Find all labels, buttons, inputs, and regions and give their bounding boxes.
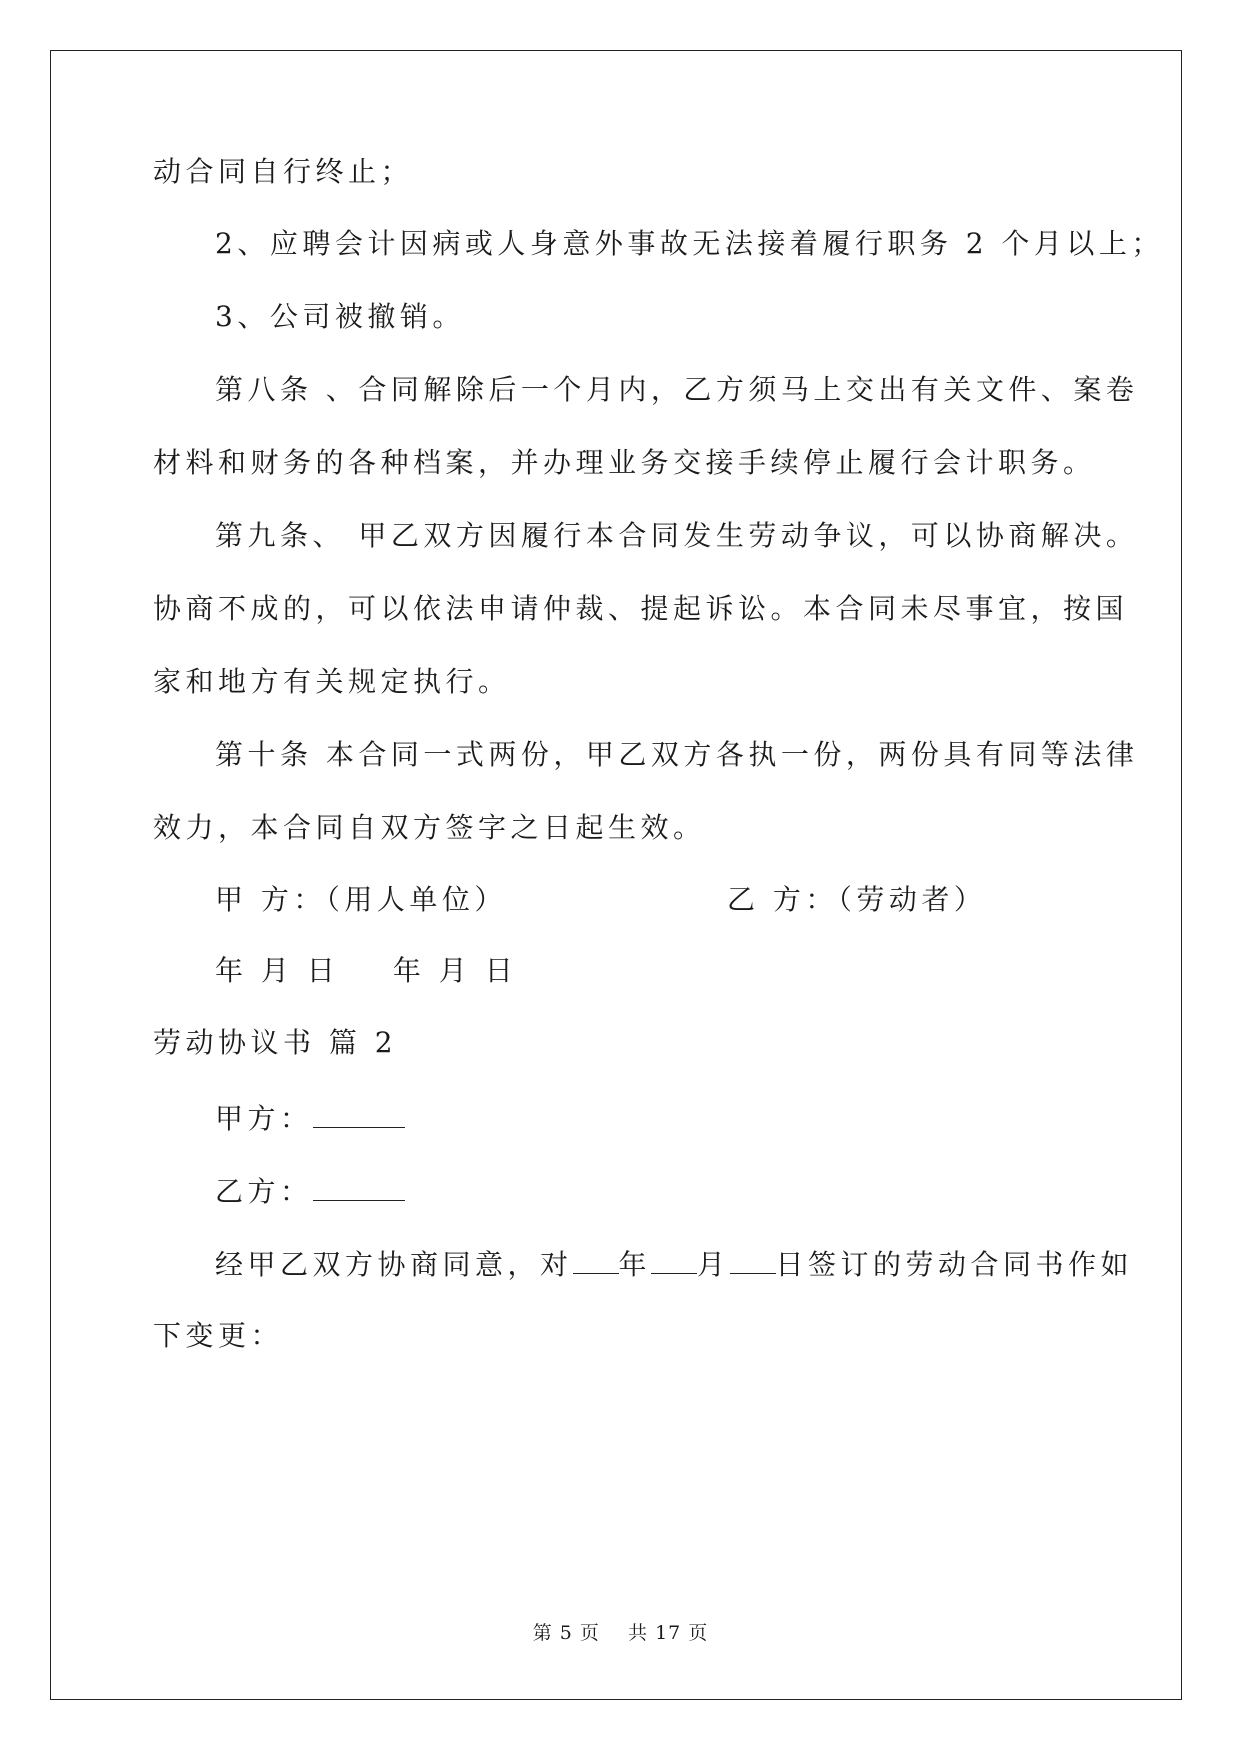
text-line: 家和地方有关规定执行。 <box>153 665 511 698</box>
day-blank <box>730 1249 776 1274</box>
agreement-line <box>215 1249 1133 1279</box>
year-label: 年 <box>618 1248 652 1281</box>
page-border <box>50 50 1182 1700</box>
page-total: 共 17 页 <box>628 1622 709 1644</box>
section-title: 劳动协议书 篇 2 <box>153 1026 398 1059</box>
party-b-blank <box>313 1176 405 1201</box>
text-line: 3、公司被撤销。 <box>215 300 465 333</box>
party-a-label: 甲方： <box>215 1102 313 1135</box>
signature-dates: 年 月 日 年 月 日 <box>215 954 518 987</box>
page-number: 第 5 页 <box>532 1622 600 1644</box>
text-line: 材料和财务的各种档案，并办理业务交接手续停止履行会计职务。 <box>153 446 1096 479</box>
year-blank <box>573 1249 619 1274</box>
page-footer <box>0 1618 1241 1645</box>
month-label: 月 <box>697 1248 730 1281</box>
month-blank <box>651 1249 697 1274</box>
text-line: 效力，本合同自双方签字之日起生效。 <box>153 811 706 844</box>
agreement-text: 日签订的劳动合同书作如 <box>775 1248 1134 1281</box>
party-a-line <box>215 1103 405 1133</box>
text-line: 第九条、 甲乙双方因履行本合同发生劳动争议，可以协商解决。 <box>215 519 1139 552</box>
text-line: 下变更： <box>153 1319 284 1352</box>
party-a-blank <box>313 1103 405 1128</box>
text-line: 第八条 、合同解除后一个月内，乙方须马上交出有关文件、案卷 <box>215 373 1139 406</box>
agreement-text: 经甲乙双方协商同意，对 <box>215 1248 573 1281</box>
text-line: 第十条 本合同一式两份，甲乙双方各执一份，两份具有同等法律 <box>215 738 1139 771</box>
party-b-line <box>215 1176 405 1206</box>
party-b-label: 乙方： <box>215 1175 313 1208</box>
text-line: 动合同自行终止； <box>153 155 414 188</box>
text-line: 协商不成的，可以依法申请仲裁、提起诉讼。本合同未尽事宜，按国 <box>153 592 1129 625</box>
signature-party-b: 乙 方：（劳动者） <box>727 883 987 916</box>
text-line: 2、应聘会计因病或人身意外事故无法接着履行职务 2 个月以上； <box>215 227 1164 260</box>
signature-party-a: 甲 方：（用人单位） <box>215 883 507 916</box>
